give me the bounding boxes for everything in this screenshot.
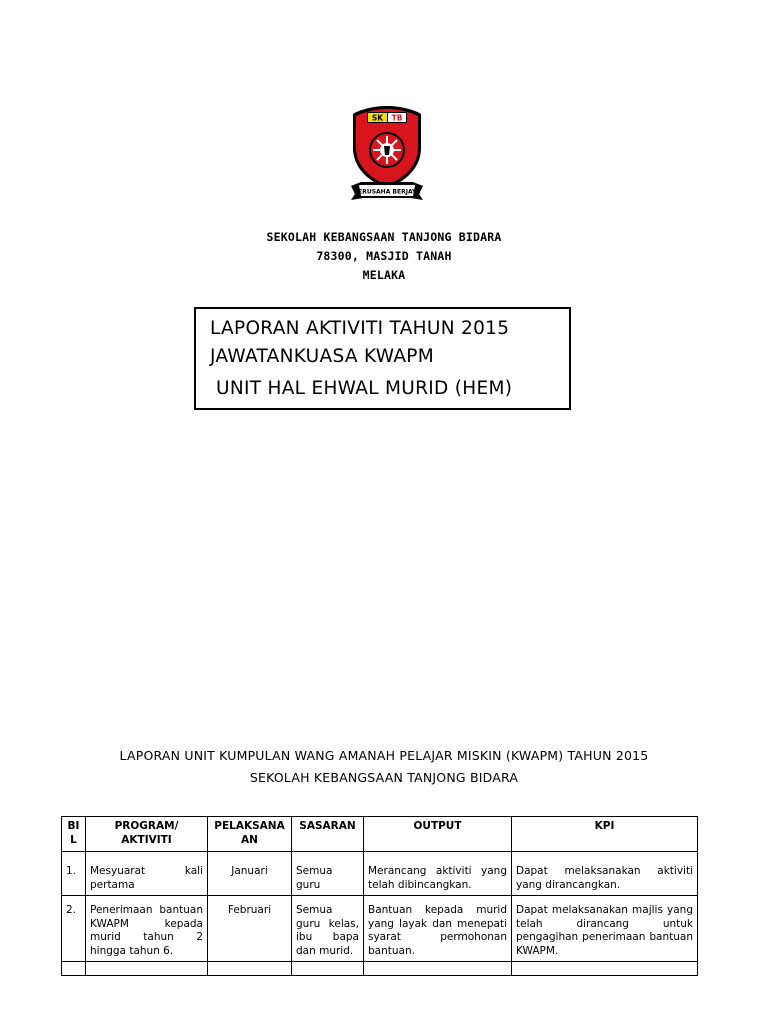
header-program: PROGRAM/ AKTIVITI — [86, 817, 208, 852]
school-crest-logo — [349, 104, 425, 204]
cell-pelaksanaan: Februari — [208, 896, 292, 962]
school-name: SEKOLAH KEBANGSAAN TANJONG BIDARA — [266, 230, 502, 244]
cell-pelaksanaan: Januari — [208, 852, 292, 896]
title-line-3: UNIT HAL EHWAL MURID (HEM) — [216, 378, 513, 399]
cell-program: Mesyuarat kali pertama — [86, 852, 208, 896]
title-line-1: LAPORAN AKTIVITI TAHUN 2015 — [210, 318, 510, 339]
logo-letters-sk: SK — [371, 113, 384, 123]
header-pelaksanaan: PELAKSANA AN — [208, 817, 292, 852]
header-sasaran: SASARAN — [292, 817, 364, 852]
cell-sasaran: Semua guru — [292, 852, 364, 896]
cell-program: Penerimaan bantuan KWAPM kepada murid tahun 2 hingga tahun 6. — [86, 896, 208, 962]
cell-kpi: Dapat melaksanakan aktiviti yang dirancangkan. — [512, 852, 698, 896]
cell-empty — [292, 962, 364, 976]
school-state: MELAKA — [362, 268, 406, 282]
table-row — [62, 896, 698, 962]
table-header-row — [62, 817, 698, 852]
header-output: OUTPUT — [364, 817, 512, 852]
cell-bil: 2. — [62, 896, 86, 962]
cell-output: Bantuan kepada murid yang layak dan menepati syarat permohonan bantuan. — [364, 896, 512, 962]
cell-empty — [62, 962, 86, 976]
table-row — [62, 852, 698, 896]
cell-output: Merancang aktiviti yang telah dibincangkan. — [364, 852, 512, 896]
table-row-empty — [62, 962, 698, 976]
cell-empty — [512, 962, 698, 976]
activities-table — [61, 816, 698, 976]
header-kpi: KPI — [512, 817, 698, 852]
cell-sasaran: Semua guru kelas, ibu bapa dan murid. — [292, 896, 364, 962]
title-line-2: JAWATANKUASA KWAPM — [210, 346, 435, 367]
logo-letters-tb: TB — [391, 113, 403, 123]
school-postcode-town: 78300, MASJID TANAH — [316, 249, 452, 263]
cell-empty — [86, 962, 208, 976]
cell-bil: 1. — [62, 852, 86, 896]
cell-kpi: Dapat melaksanakan majlis yang telah dirancang untuk pengagihan penerimaan bantuan KWAPM. — [512, 896, 698, 962]
report-heading-line-2: SEKOLAH KEBANGSAAN TANJONG BIDARA — [249, 770, 519, 785]
report-heading — [0, 745, 768, 789]
cell-empty — [364, 962, 512, 976]
logo-motto: BERUSAHA BERJAYA — [353, 188, 421, 196]
header-bil: BI L — [62, 817, 86, 852]
school-address — [0, 228, 768, 285]
report-title-box — [194, 307, 571, 410]
report-heading-line-1: LAPORAN UNIT KUMPULAN WANG AMANAH PELAJAR MISKIN (KWAPM) TAHUN 2015 — [119, 748, 649, 763]
cell-empty — [208, 962, 292, 976]
